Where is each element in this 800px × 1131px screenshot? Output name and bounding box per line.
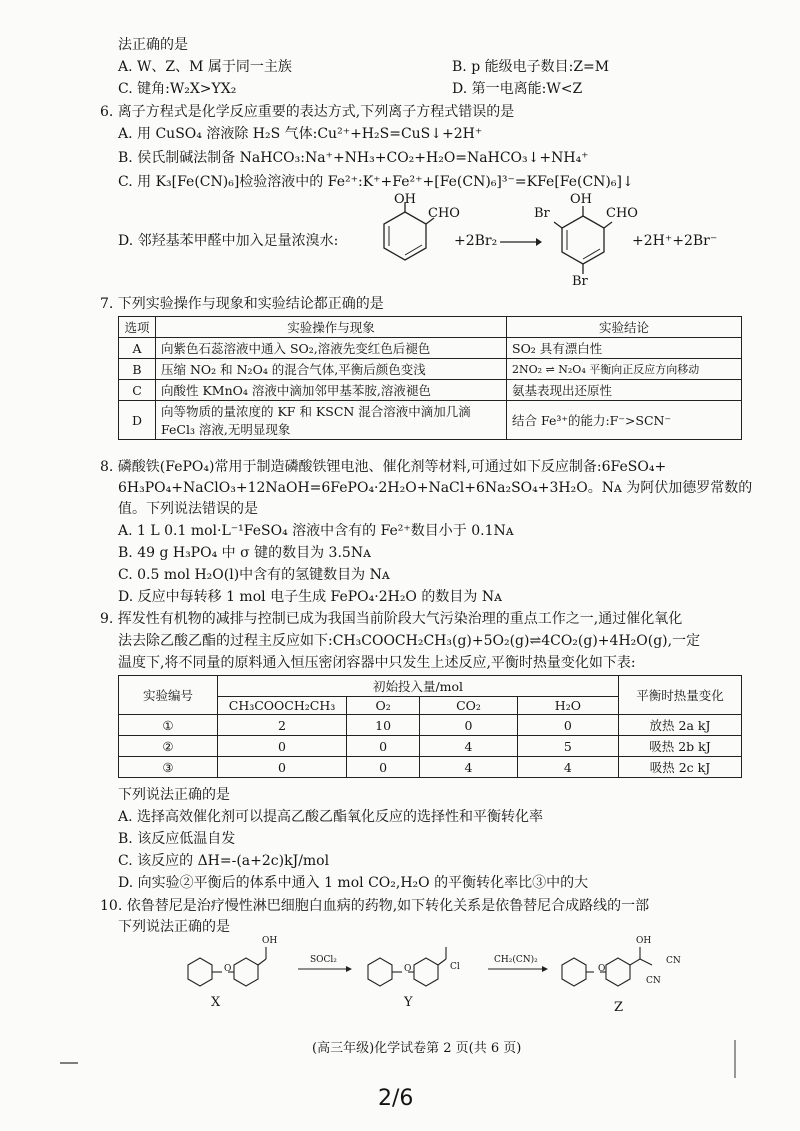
q10-label-y: Y (404, 995, 413, 1010)
q7-row-a-option: A (119, 338, 156, 359)
q9-header-initial: 初始投入量/mol (218, 676, 619, 697)
q7-row-d-conclusion: 结合 Fe³⁺的能力:F⁻>SCN⁻ (507, 401, 742, 440)
q7-row-c-conclusion: 氨基表现出还原性 (507, 380, 742, 401)
reaction-arrow-icon (498, 236, 542, 248)
q7-row-c-operation: 向酸性 KMnO₄ 溶液中滴加邻甲基苯胺,溶液褪色 (156, 380, 507, 401)
q9-row3-heat: 吸热 2c kJ (619, 757, 742, 778)
q7-table (118, 316, 742, 440)
q10-x-oh-label: OH (262, 936, 278, 946)
q7-row-c-option: C (119, 380, 156, 401)
page-number: 2/6 (378, 1086, 414, 1111)
q9-header-heat: 平衡时热量变化 (619, 676, 742, 715)
q8-option-d: D. 反应中每转移 1 mol 电子生成 FePO₄·2H₂O 的数目为 Nᴀ (118, 589, 502, 605)
scan-mark-left (60, 1060, 80, 1066)
q9-row1-h2o: 0 (517, 715, 618, 736)
q10-reagent-2: CH₂(CN)₂ (494, 955, 538, 965)
q9-row2-heat: 吸热 2b kJ (619, 736, 742, 757)
q9-row1-heat: 放热 2a kJ (619, 715, 742, 736)
q9-line-3: 温度下,将不同量的原料通入恒压密闭容器中只发生上述反应,平衡时热量变化如下表: (118, 655, 636, 671)
q10-z-oh-label: OH (636, 936, 652, 946)
q7-stem: 7. 下列实验操作与现象和实验结论都正确的是 (100, 296, 384, 312)
q8-option-a: A. 1 L 0.1 mol·L⁻¹FeSO₄ 溶液中含有的 Fe²⁺数目小于 0.1Nᴀ (118, 523, 514, 539)
q6-option-d: D. 邻羟基苯甲醛中加入足量浓溴水: (118, 233, 339, 249)
q7-row-b-option: B (119, 359, 156, 380)
q8-option-c: C. 0.5 mol H₂O(l)中含有的氢键数目为 Nᴀ (118, 567, 390, 583)
q9-option-b: B. 该反应低温自发 (118, 831, 236, 847)
q9-row2-co2: 4 (420, 736, 518, 757)
q10-z-o-label: O (598, 964, 606, 974)
q6-stem: 6. 离子方程式是化学反应重要的表达方式,下列离子方程式错误的是 (100, 104, 515, 120)
q6-product-cho-label: CHO (606, 206, 638, 221)
q9-row2-h2o: 5 (517, 736, 618, 757)
q9-row1-ester: 2 (218, 715, 347, 736)
q6-product-oh-label: OH (570, 192, 592, 207)
q8-line-3: 值。下列说法错误的是 (118, 501, 258, 517)
q9-row3-co2: 4 (420, 757, 518, 778)
q7-header-conclusion: 实验结论 (507, 317, 742, 338)
q10-x-o-label: O (224, 964, 232, 974)
q6-option-a: A. 用 CuSO₄ 溶液除 H₂S 气体:Cu²⁺+H₂S=CuS↓+2H⁺ (118, 126, 483, 142)
q7-row-a-conclusion: SO₂ 具有漂白性 (507, 338, 742, 359)
q10-y-o-label: O (404, 964, 412, 974)
q9-col-h2o: H₂O (517, 697, 618, 715)
q9-col-o2: O₂ (347, 697, 420, 715)
q9-row2-id: ② (119, 736, 218, 757)
scan-mark-right (730, 1040, 740, 1080)
q10-label-x: X (211, 995, 221, 1010)
q5-option-c: C. 键角:W₂X>YX₂ (118, 81, 237, 97)
q9-option-d: D. 向实验②平衡后的体系中通入 1 mol CO₂,H₂O 的平衡转化率比③中的大 (118, 875, 589, 891)
q7-row-d-operation: 向等物质的量浓度的 KF 和 KSCN 混合溶液中滴加几滴 FeCl₃ 溶液,无明显现象 (156, 401, 507, 440)
q9-row3-id: ③ (119, 757, 218, 778)
q6-product-br-label-2: Br (572, 274, 588, 289)
q10-z-cn-label-2: CN (646, 976, 661, 986)
q7-row-d-option: D (119, 401, 156, 440)
q7-row-b-operation: 压缩 NO₂ 和 N₂O₄ 的混合气体,平衡后颜色变浅 (156, 359, 507, 380)
q10-label-z: Z (614, 1000, 624, 1015)
q9-row2-o2: 0 (347, 736, 420, 757)
q5-option-b: B. p 能级电子数目:Z=M (452, 59, 610, 75)
q9-row1-id: ① (119, 715, 218, 736)
q9-row1-co2: 0 (420, 715, 518, 736)
q10-line-2: 下列说法正确的是 (118, 919, 230, 935)
q9-row1-o2: 10 (347, 715, 420, 736)
q7-header-option: 选项 (119, 317, 156, 338)
q6-product-br-label-1: Br (534, 206, 550, 221)
q6-d-products: +2H⁺+2Br⁻ (632, 233, 718, 249)
q5-option-d: D. 第一电离能:W<Z (452, 81, 583, 97)
q7-row-b-conclusion: 2NO₂ ⇌ N₂O₄ 平衡向正反应方向移动 (507, 359, 742, 380)
q10-line-1: 10. 依鲁替尼是治疗慢性淋巴细胞白血病的药物,如下转化关系是依鲁替尼合成路线的一部 (100, 898, 650, 914)
q9-row3-ester: 0 (218, 757, 347, 778)
q7-header-operation: 实验操作与现象 (156, 317, 507, 338)
q10-z-cn-label-1: CN (666, 956, 681, 966)
q9-line-1: 9. 挥发性有机物的减排与控制已成为我国当前阶段大气污染治理的重点工作之一,通过催化氧化 (100, 611, 683, 627)
q9-stem: 下列说法正确的是 (118, 787, 230, 803)
page-footer: (高三年级)化学试卷第 2 页(共 6 页) (312, 1041, 522, 1056)
q6-cho-label: CHO (428, 206, 460, 221)
q5-option-a: A. W、Z、M 属于同一主族 (118, 59, 292, 75)
q9-option-a: A. 选择高效催化剂可以提高乙酸乙酯氧化反应的选择性和平衡转化率 (118, 809, 544, 825)
q9-option-c: C. 该反应的 ΔH=-(a+2c)kJ/mol (118, 853, 330, 869)
q9-row3-o2: 0 (347, 757, 420, 778)
q8-line-2: 6H₃PO₄+NaClO₃+12NaOH=6FePO₄·2H₂O+NaCl+6Na₂SO₄+3H₂O。Nᴀ 为阿伏加德罗常数的 (118, 480, 753, 496)
q6-d-reagent: +2Br₂ (454, 233, 498, 249)
synthesis-scheme (170, 935, 730, 1015)
q9-row3-h2o: 4 (517, 757, 618, 778)
q9-line-2: 法去除乙酸乙酯的过程主反应如下:CH₃COOCH₂CH₃(g)+5O₂(g)⇌4CO₂(g)+4H₂O(g),一定 (118, 633, 701, 649)
q6-option-b: B. 侯氏制碱法制备 NaHCO₃:Na⁺+NH₃+CO₂+H₂O=NaHCO₃↓+NH₄⁺ (118, 150, 589, 166)
q9-row2-ester: 0 (218, 736, 347, 757)
q9-col-co2: CO₂ (420, 697, 518, 715)
q6-option-c: C. 用 K₃[Fe(CN)₆]检验溶液中的 Fe²⁺:K⁺+Fe²⁺+[Fe(CN)₆]³⁻=KFe[Fe(CN)₆]↓ (118, 174, 634, 190)
q8-option-b: B. 49 g H₃PO₄ 中 σ 键的数目为 3.5Nᴀ (118, 545, 371, 561)
q10-y-cl-label: Cl (450, 962, 460, 972)
q9-table (118, 675, 742, 778)
q9-col-ester: CH₃COOCH₂CH₃ (218, 697, 347, 715)
q10-reagent-1: SOCl₂ (310, 955, 337, 965)
q7-row-a-operation: 向紫色石蕊溶液中通入 SO₂,溶液先变红色后褪色 (156, 338, 507, 359)
q8-line-1: 8. 磷酸铁(FePO₄)常用于制造磷酸铁锂电池、催化剂等材料,可通过如下反应制备:6FeSO₄+ (100, 459, 667, 475)
q9-header-experiment: 实验编号 (119, 676, 218, 715)
q6-oh-label: OH (394, 192, 416, 207)
q5-stem-end: 法正确的是 (118, 37, 188, 53)
